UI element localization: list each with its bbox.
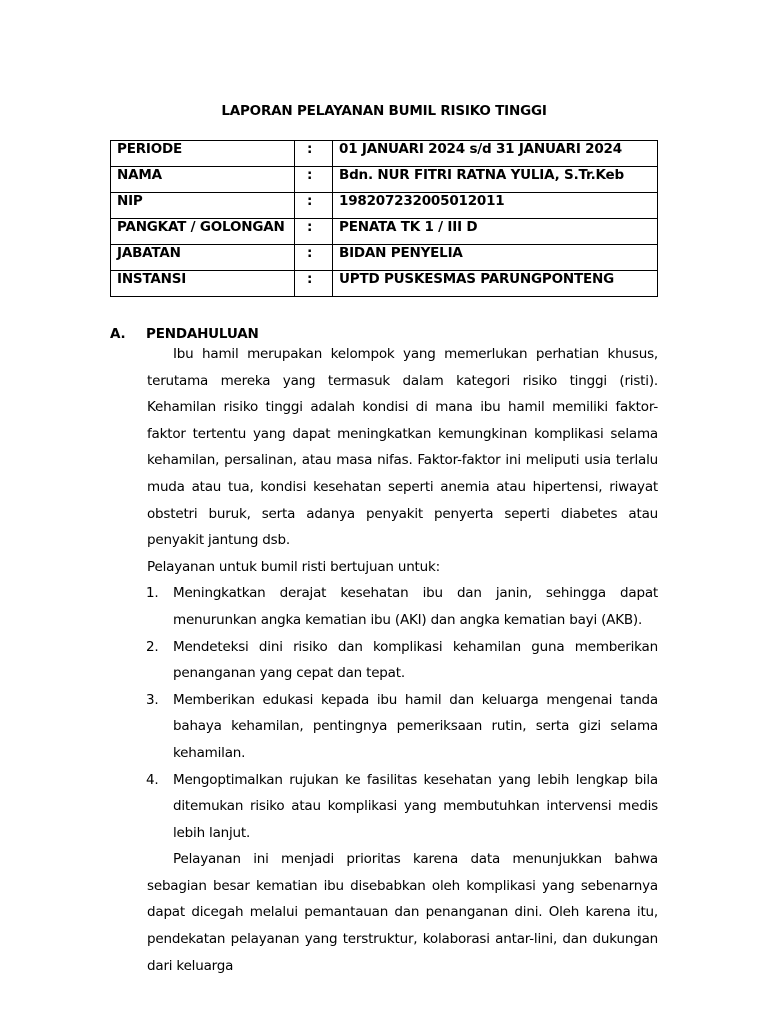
row-value: BIDAN PENYELIA (333, 245, 658, 271)
list-number: 3. (146, 691, 159, 708)
table-row (111, 141, 658, 167)
closing-paragraph: Pelayanan ini menjadi prioritas karena data menunjukkan bahwa sebagian besar kematian ibu disebabkan oleh komplikasi yang sebenarnya dapat dicegah melalui pemantauan dan penanganan dini. Oleh karena itu, pendekatan pelayanan yang terstruktur, kolaborasi antar-lini, dan dukungan dari keluarga (147, 851, 658, 974)
section-heading (110, 326, 259, 342)
table-row (111, 271, 658, 297)
row-value: Bdn. NUR FITRI RATNA YULIA, S.Tr.Keb (333, 167, 658, 193)
intro-paragraph: Ibu hamil merupakan kelompok yang memerlukan perhatian khusus, terutama mereka yang termasuk dalam kategori risiko tinggi (risti). Kehamilan risiko tinggi adalah kondisi di mana ibu hamil memiliki faktor-faktor tertentu yang dapat meningkatkan kemungkinan komplikasi selama kehamilan, persalinan, atau masa nifas. Faktor-faktor ini meliputi usia terlalu muda atau tua, kondisi kesehatan seperti anemia atau hipertensi, riwayat obstetri buruk, serta adanya penyakit penyerta seperti diabetes atau penyakit jantung dsb. (147, 346, 658, 549)
row-label: PANGKAT / GOLONGAN (111, 219, 295, 245)
row-separator: : (295, 271, 333, 297)
row-value: 198207232005012011 (333, 193, 658, 219)
list-number: 1. (146, 585, 159, 602)
row-value: 01 JANUARI 2024 s/d 31 JANUARI 2024 (333, 141, 658, 167)
section-title: PENDAHULUAN (146, 326, 259, 342)
row-label: JABATAN (111, 245, 295, 271)
row-value: UPTD PUSKESMAS PARUNGPONTENG (333, 271, 658, 297)
section-body (147, 341, 658, 979)
list-text: Mendeteksi dini risiko dan komplikasi kehamilan guna memberikan penanganan yang cepat dan tepat. (173, 638, 658, 682)
table-row (111, 167, 658, 193)
list-text: Mengoptimalkan rujukan ke fasilitas kesehatan yang lebih lengkap bila ditemukan risiko atau komplikasi yang membutuhkan intervensi medis lebih lanjut. (173, 771, 658, 841)
list-number: 4. (146, 771, 159, 788)
list-item (147, 687, 658, 767)
objectives-list (147, 580, 658, 846)
row-value: PENATA TK 1 / III D (333, 219, 658, 245)
list-text: Meningkatkan derajat kesehatan ibu dan janin, sehingga dapat menurunkan angka kematian ibu (AKI) dan angka kematian bayi (AKB). (173, 585, 658, 628)
row-label: INSTANSI (111, 271, 295, 297)
table-row (111, 193, 658, 219)
section-letter: A. (110, 326, 126, 342)
row-separator: : (295, 167, 333, 193)
document-title: LAPORAN PELAYANAN BUMIL RISIKO TINGGI (221, 103, 547, 119)
info-table (110, 140, 658, 297)
row-separator: : (295, 193, 333, 219)
list-item (147, 767, 658, 847)
table-row (111, 245, 658, 271)
row-label: PERIODE (111, 141, 295, 167)
row-separator: : (295, 219, 333, 245)
list-item (147, 634, 658, 687)
table-row (111, 219, 658, 245)
row-label: NAMA (111, 167, 295, 193)
list-intro: Pelayanan untuk bumil risti bertujuan untuk: (147, 558, 440, 575)
row-label: NIP (111, 193, 295, 219)
list-text: Memberikan edukasi kepada ibu hamil dan keluarga mengenai tanda bahaya kehamilan, pentingnya pemeriksaan rutin, serta gizi selama kehamilan. (173, 691, 658, 761)
list-number: 2. (146, 638, 159, 655)
list-item (147, 580, 658, 633)
row-separator: : (295, 245, 333, 271)
row-separator: : (295, 141, 333, 167)
